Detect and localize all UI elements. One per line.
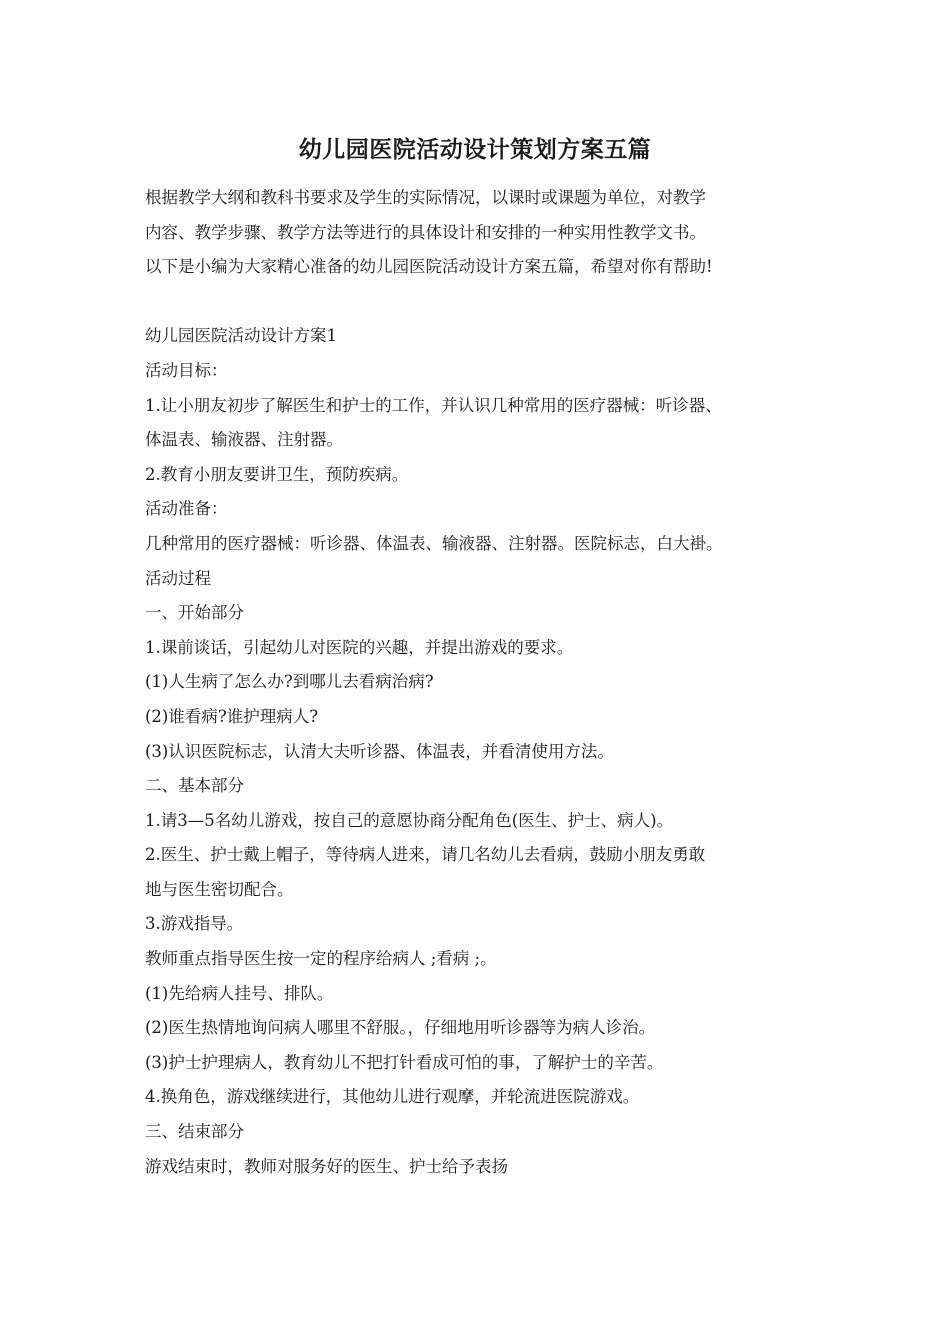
subheading: 三、结束部分: [145, 1122, 244, 1142]
body-line: 教师重点指导医生按一定的程序给病人 ;看病 ;。: [145, 949, 497, 969]
body-line: 游戏结束时，教师对服务好的医生、护士给予表扬: [145, 1156, 508, 1176]
subheading: 活动目标：: [145, 360, 228, 380]
body-line: 几种常用的医疗器械：听诊器、体温表、输液器、注射器。医院标志，白大褂。: [145, 533, 723, 553]
body-line: 4.换角色，游戏继续进行，其他幼儿进行观摩，并轮流进医院游戏。: [145, 1087, 640, 1107]
body-line: (3)护士护理病人，教育幼儿不把打针看成可怕的事，了解护士的辛苦。: [145, 1052, 664, 1072]
intro-line: 根据教学大纲和教科书要求及学生的实际情况，以课时或课题为单位，对教学: [145, 188, 706, 207]
intro-line: 以下是小编为大家精心准备的幼儿园医院活动设计方案五篇，希望对你有帮助!: [145, 257, 713, 277]
subheading: 二、基本部分: [145, 776, 244, 796]
document-title: 幼儿园医院活动设计策划方案五篇: [298, 136, 652, 163]
document-content: [145, 181, 825, 1184]
body-line: 地与医生密切配合。: [145, 879, 294, 899]
body-line: 体温表、输液器、注射器。: [145, 430, 343, 450]
body-line: 1.让小朋友初步了解医生和护士的工作，并认识几种常用的医疗器械：听诊器、: [145, 395, 722, 415]
subheading: 活动过程: [145, 568, 211, 588]
subheading: 一、开始部分: [145, 603, 244, 623]
body-line: 1.请3—5名幼儿游戏，按自己的意愿协商分配角色(医生、护士、病人)。: [145, 810, 674, 830]
intro-line: 内容、教学步骤、教学方法等进行的具体设计和安排的一种实用性教学文书。: [145, 222, 706, 242]
section-heading: 幼儿园医院活动设计方案1: [145, 326, 337, 346]
body-line: 2.教育小朋友要讲卫生，预防疾病。: [145, 464, 409, 484]
subheading: 活动准备：: [145, 499, 228, 519]
body-line: 1.课前谈话，引起幼儿对医院的兴趣，并提出游戏的要求。: [145, 637, 574, 657]
body-line: (1)人生病了怎么办?到哪儿去看病治病?: [145, 672, 434, 692]
body-line: (2)谁看病?谁护理病人?: [145, 706, 319, 726]
body-line: (3)认识医院标志，认清大夫听诊器、体温表，并看清使用方法。: [145, 741, 614, 761]
body-line: (2)医生热情地询问病人哪里不舒服。，仔细地用听诊器等为病人诊治。: [145, 1018, 656, 1038]
body-line: (1)先给病人挂号、排队。: [145, 983, 334, 1003]
paragraph-gap: [145, 285, 825, 320]
body-line: 3.游戏指导。: [145, 914, 244, 934]
body-line: 2.医生、护士戴上帽子，等待病人进来，请几名幼儿去看病，鼓励小朋友勇敢: [145, 845, 706, 865]
